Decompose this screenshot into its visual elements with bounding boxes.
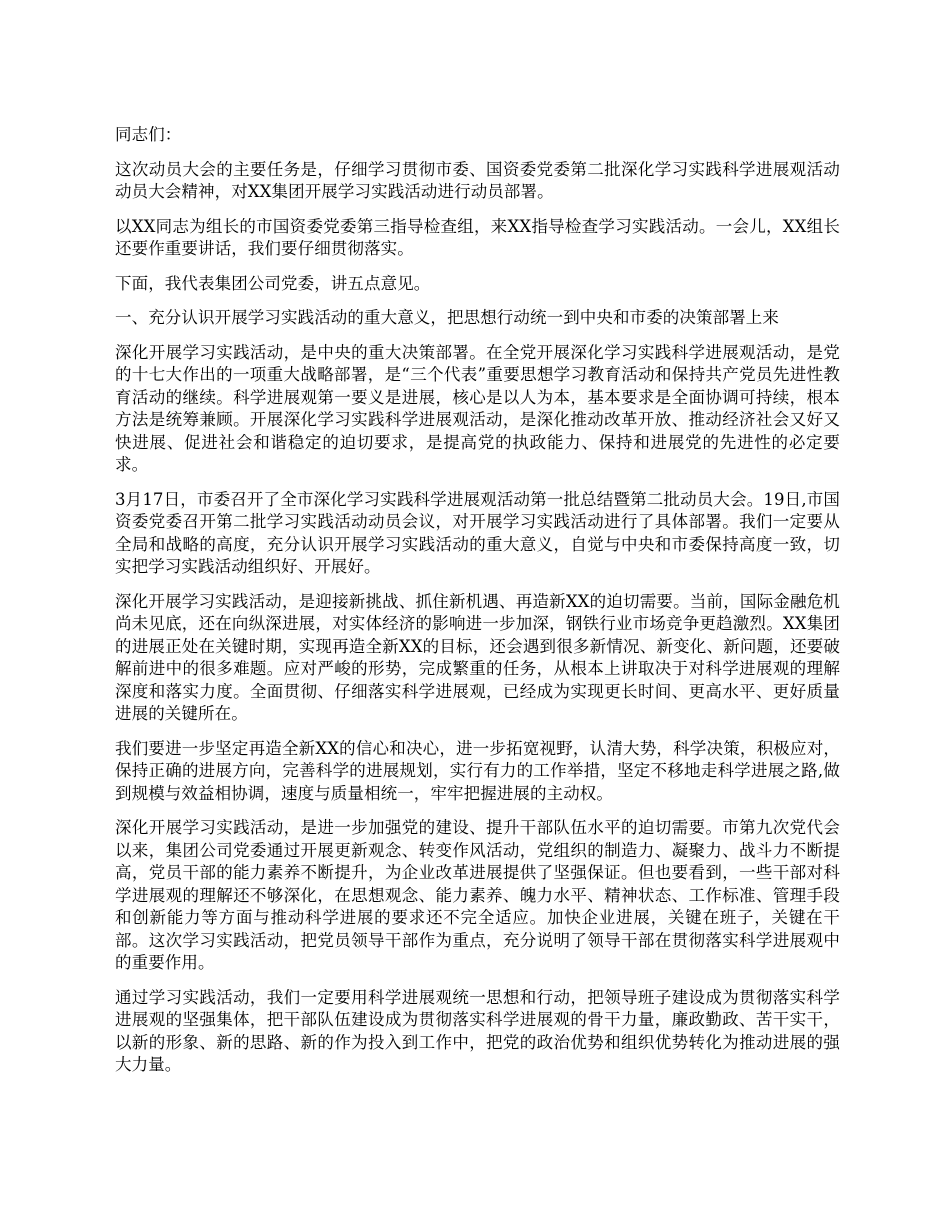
salutation: 同志们： xyxy=(115,125,182,144)
paragraph-3: 下面，我代表集团公司党委，讲五点意见。 xyxy=(115,273,431,293)
paragraph-7: 我们要进一步坚定再造全新XX的信心和决心，进一步拓宽视野，认清大势，科学决策，积极应对，保持正确的进展方向，完善科学的进展规划，实行有力的工作举措，坚定不移地走科学进展之路,做到规模与效益相协调，速度与质量相统一，牢牢把握进展的主动权。 xyxy=(115,738,840,803)
paragraph-6: 深化开展学习实践活动，是迎接新挑战、抓住新机遇、再造新XX的迫切需要。当前，国际金融危机尚未见底，还在向纵深进展，对实体经济的影响进一步加深，钢铁行业市场竞争更趋激烈。XX集团的进展正处在关键时期，实现再造全新XX的目标，还会遇到很多新情况、新变化、新问题，还要破解前进中的很多难题。应对严峻的形势，完成繁重的任务，从根本上讲取决于对科学进展观的理解深度和落实力度。全面贯彻、仔细落实科学进展观，已经成为实现更长时间、更高水平、更好质量进展的关键所在。 xyxy=(115,591,840,723)
paragraph-1: 这次动员大会的主要任务是，仔细学习贯彻市委、国资委党委第二批深化学习实践科学进展观活动动员大会精神，对XX集团开展学习实践活动进行动员部署。 xyxy=(115,159,840,201)
paragraph-5: 3月17日，市委召开了全市深化学习实践科学进展观活动第一批总结暨第二批动员大会。19日,市国资委党委召开第二批学习实践活动动员会议，对开展学习实践活动进行了具体部署。我们一定要从全局和战略的高度，充分认识开展学习实践活动的重大意义，自觉与中央和市委保持高度一致，切实把学习实践活动组织好、开展好。 xyxy=(115,489,840,576)
section-heading-1: 一、充分认识开展学习实践活动的重大意义，把思想行动统一到中央和市委的决策部署上来 xyxy=(115,308,779,327)
paragraph-8: 深化开展学习实践活动，是进一步加强党的建设、提升干部队伍水平的迫切需要。市第九次党代会以来，集团公司党委通过开展更新观念、转变作风活动，党组织的制造力、凝聚力、战斗力不断提高，党员干部的能力素养不断提升，为企业改革进展提供了坚强保证。但也要看到，一些干部对科学进展观的理解还不够深化，在思想观念、能力素养、魄力水平、精神状态、工作标准、管理手段和创新能力等方面与推动科学进展的要求还不完全适应。加快企业进展，关键在班子，关键在干部。这次学习实践活动，把党员领导干部作为重点，充分说明了领导干部在贯彻落实科学进展观中的重要作用。 xyxy=(115,818,840,972)
paragraph-9: 通过学习实践活动，我们一定要用科学进展观统一思想和行动，把领导班子建设成为贯彻落实科学进展观的坚强集体，把干部队伍建设成为贯彻落实科学进展观的骨干力量，廉政勤政、苦干实干，以新的形象、新的思路、新的作为投入到工作中，把党的政治优势和组织优势转化为推动进展的强大力量。 xyxy=(115,987,840,1074)
paragraph-2: 以XX同志为组长的市国资委党委第三指导检查组，来XX指导检查学习实践活动。一会儿，XX组长还要作重要讲话，我们要仔细贯彻落实。 xyxy=(115,216,840,258)
document-page xyxy=(115,124,840,1089)
paragraph-4: 深化开展学习实践活动，是中央的重大决策部署。在全党开展深化学习实践科学进展观活动，是党的十七大作出的一项重大战略部署，是“三个代表”重要思想学习教育活动和保持共产党员先进性教育活动的继续。科学进展观第一要义是进展，核心是以人为本，基本要求是全面协调可持续，根本方法是统筹兼顾。开展深化学习实践科学进展观活动，是深化推动改革开放、推动经济社会又好又快进展、促进社会和谐稳定的迫切要求，是提高党的执政能力、保持和进展党的先进性的必定要求。 xyxy=(115,342,840,474)
